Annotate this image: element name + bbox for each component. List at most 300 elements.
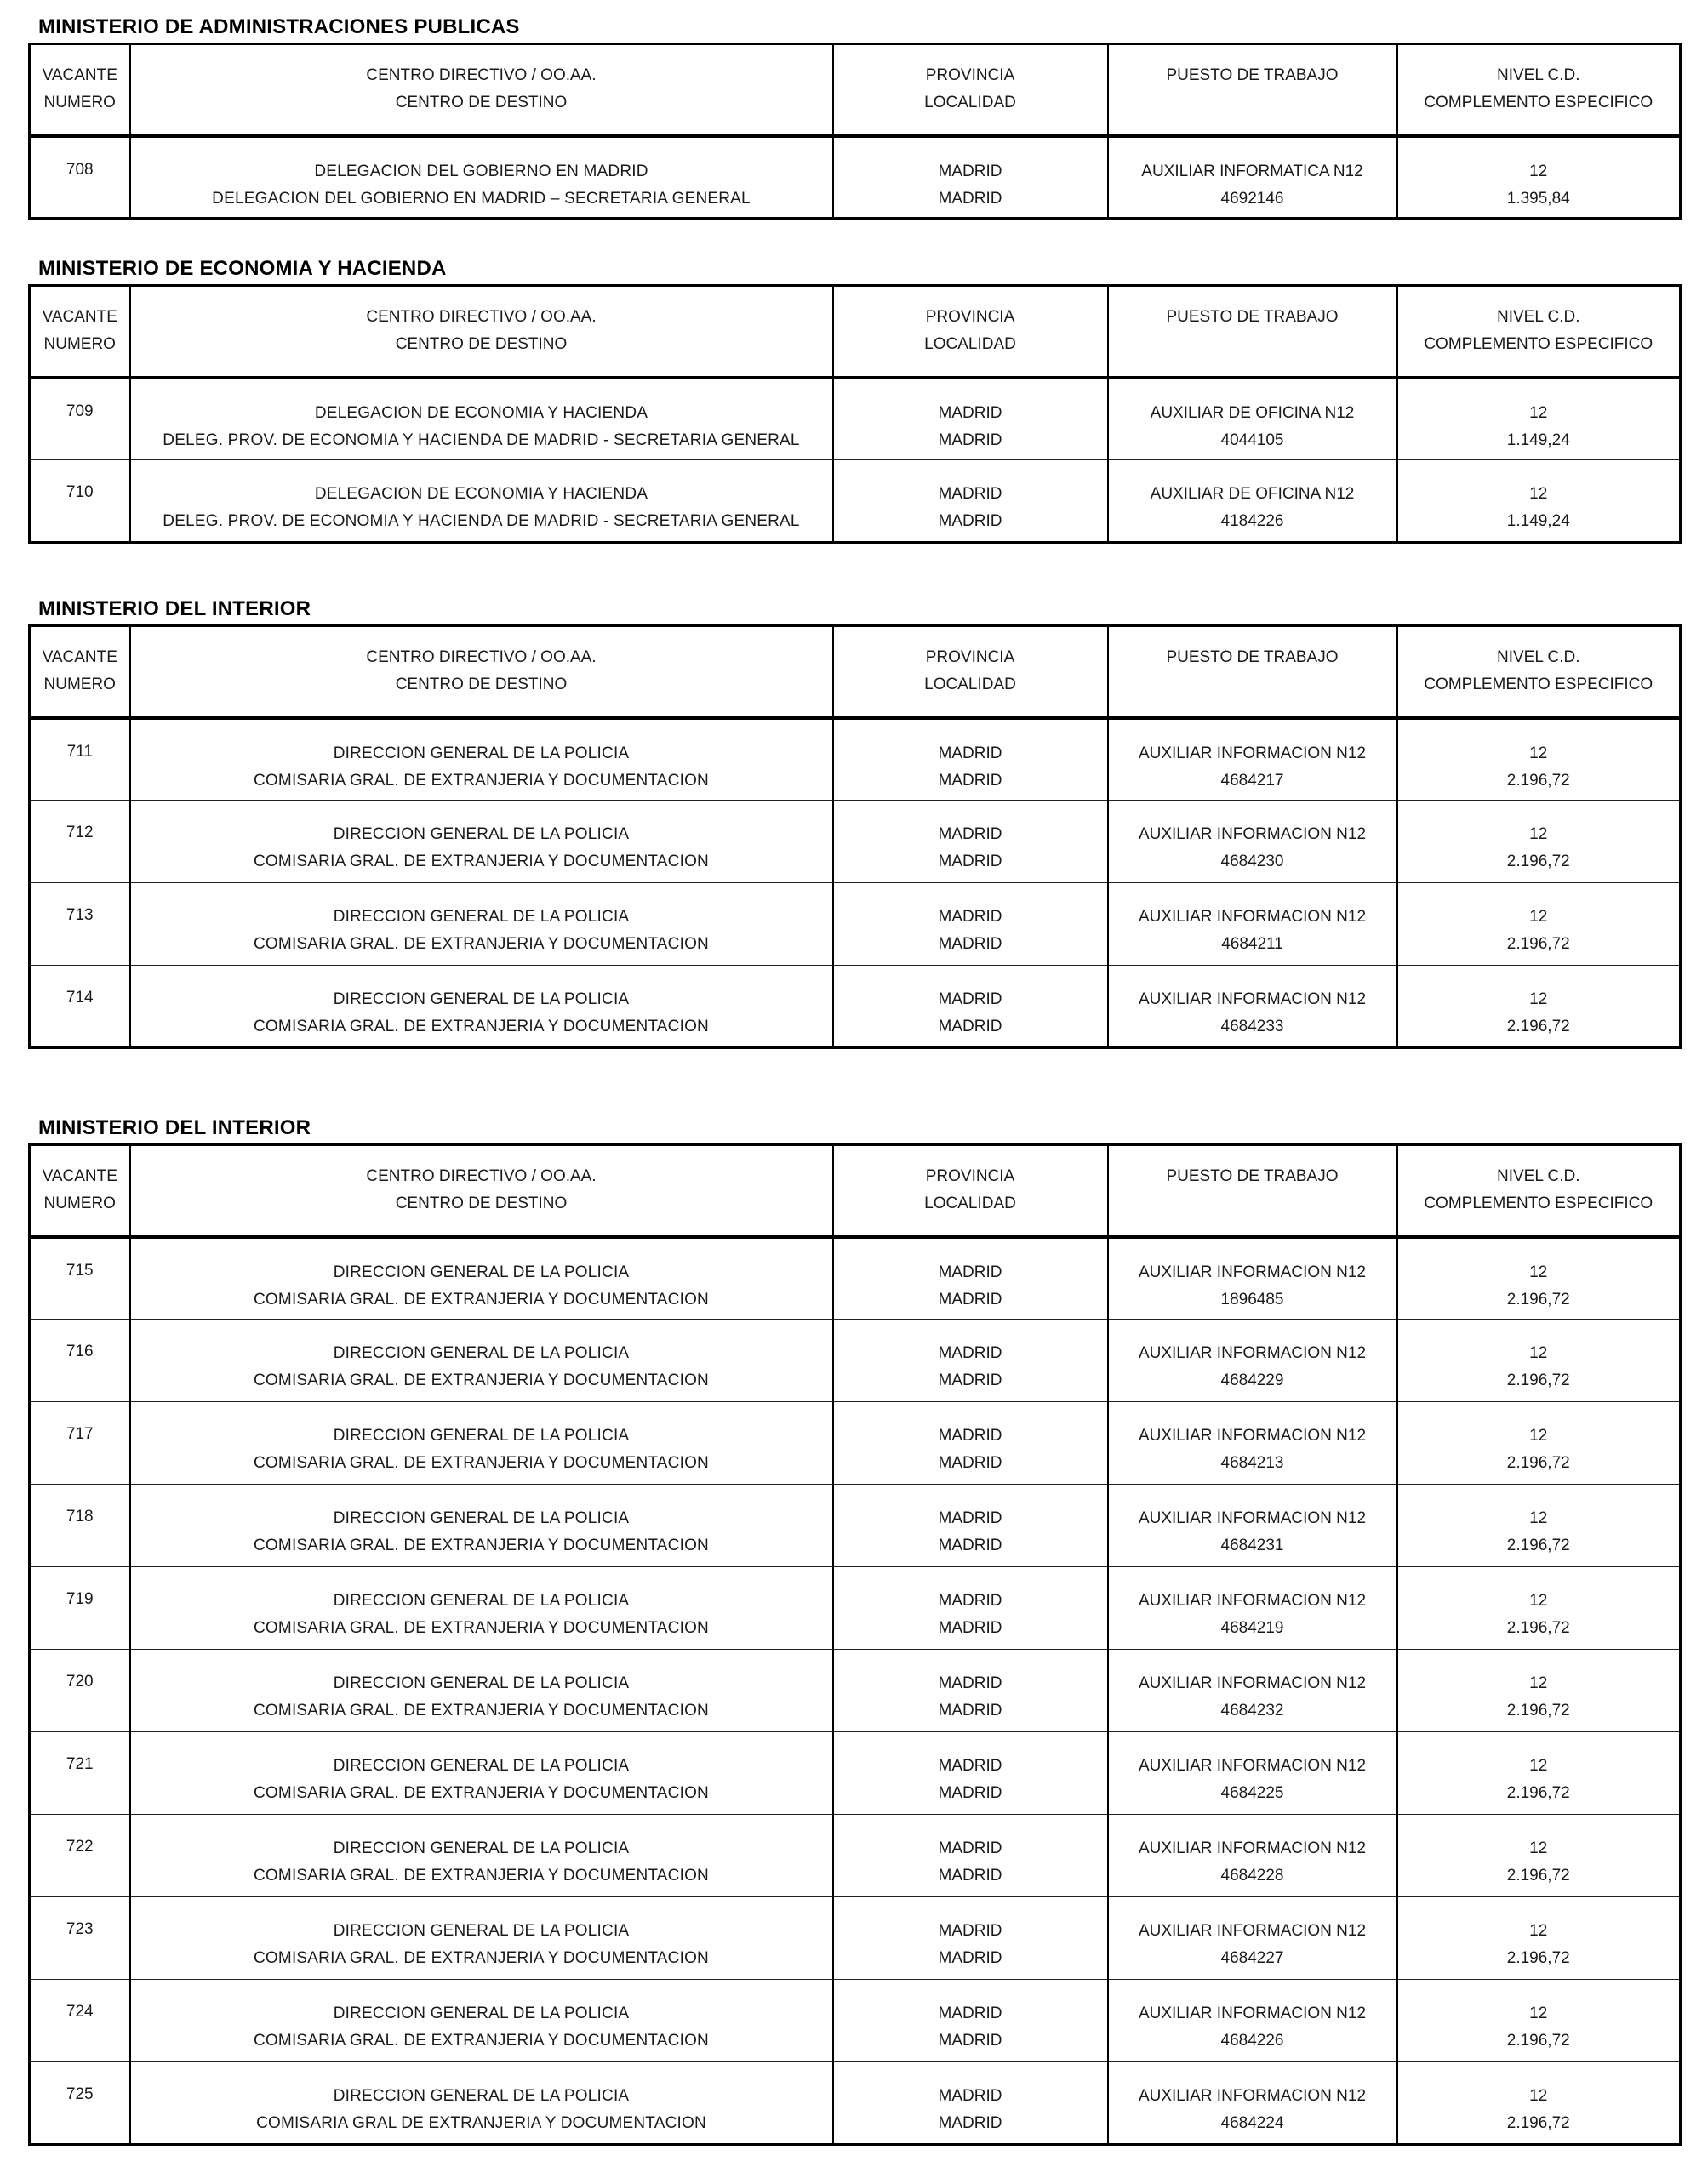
ministry-title: MINISTERIO DE ADMINISTRACIONES PUBLICAS — [38, 15, 520, 38]
puesto-codigo: 4692146 — [1220, 189, 1284, 208]
table-header-row — [30, 1145, 1681, 1237]
puesto-cell — [1108, 883, 1397, 966]
header-centro-directivo — [130, 1145, 833, 1237]
provincia-cell — [833, 966, 1108, 1048]
header-label: COMPLEMENTO ESPECIFICO — [1424, 335, 1653, 353]
table-row — [30, 1567, 1681, 1650]
centro-destino: COMISARIA GRAL. DE EXTRANJERIA Y DOCUMENTACION — [254, 1949, 709, 1967]
header-label: CENTRO DE DESTINO — [395, 676, 568, 693]
centro-cell — [130, 136, 833, 219]
centro-directivo: DIRECCION GENERAL DE LA POLICIA — [333, 1509, 630, 1527]
header-label: PUESTO DE TRABAJO — [1166, 648, 1339, 666]
table-row — [30, 1815, 1681, 1897]
header-label: VACANTE — [42, 66, 117, 84]
provincia-cell — [833, 378, 1108, 460]
header-label: CENTRO DIRECTIVO / OO.AA. — [366, 66, 597, 84]
table-row — [30, 1897, 1681, 1980]
centro-directivo: DIRECCION GENERAL DE LA POLICIA — [333, 1344, 630, 1362]
vacante-numero-cell — [30, 966, 130, 1048]
centro-destino: COMISARIA GRAL. DE EXTRANJERIA Y DOCUMENTACION — [254, 771, 709, 790]
complemento-especifico: 2.196,72 — [1506, 1537, 1570, 1554]
centro-directivo: DELEGACION DEL GOBIERNO EN MADRID — [314, 162, 648, 180]
centro-directivo: DIRECCION GENERAL DE LA POLICIA — [333, 1592, 630, 1610]
header-label: PROVINCIA — [925, 308, 1015, 326]
centro-destino: DELEGACION DEL GOBIERNO EN MADRID – SECRETARIA GENERAL — [212, 189, 751, 208]
table-row — [30, 1732, 1681, 1815]
table-row — [30, 718, 1681, 801]
centro-destino: COMISARIA GRAL. DE EXTRANJERIA Y DOCUMENTACION — [254, 1619, 709, 1637]
puesto-trabajo: AUXILIAR INFORMACION N12 — [1138, 1263, 1367, 1281]
complemento-especifico: 2.196,72 — [1506, 1949, 1570, 1967]
centro-cell — [130, 378, 833, 460]
table-row — [30, 1650, 1681, 1732]
nivel-cell — [1397, 1485, 1681, 1567]
complemento-especifico: 2.196,72 — [1506, 1454, 1570, 1472]
puesto-codigo: 4684213 — [1220, 1454, 1284, 1472]
vacante-numero: 709 — [66, 402, 94, 420]
puesto-codigo: 4684225 — [1220, 1784, 1284, 1802]
puesto-codigo: 4684230 — [1220, 853, 1284, 870]
centro-directivo: DIRECCION GENERAL DE LA POLICIA — [333, 908, 630, 926]
provincia: MADRID — [938, 162, 1002, 180]
provincia: MADRID — [938, 1509, 1002, 1527]
puesto-codigo: 4684224 — [1220, 2114, 1284, 2132]
provincia-cell — [833, 1485, 1108, 1567]
centro-cell — [130, 1567, 833, 1650]
header-label: VACANTE — [42, 1167, 117, 1185]
puesto-trabajo: AUXILIAR INFORMACION N12 — [1138, 2087, 1367, 2105]
vacancies-table — [28, 624, 1682, 1049]
header-nivel-complemento — [1397, 286, 1681, 378]
vacante-numero-cell — [30, 1485, 130, 1567]
header-label: NUMERO — [43, 94, 116, 111]
provincia: MADRID — [938, 2004, 1002, 2022]
table-row — [30, 378, 1681, 460]
header-label: LOCALIDAD — [924, 335, 1016, 353]
header-label: PUESTO DE TRABAJO — [1166, 308, 1339, 326]
provincia-cell — [833, 460, 1108, 543]
ministry-title: MINISTERIO DEL INTERIOR — [38, 597, 311, 620]
centro-cell — [130, 966, 833, 1048]
nivel-cd: 12 — [1529, 1427, 1548, 1445]
header-puesto-trabajo — [1108, 626, 1397, 718]
nivel-cd: 12 — [1529, 162, 1548, 180]
header-label: NIVEL C.D. — [1497, 66, 1580, 84]
complemento-especifico: 1.149,24 — [1506, 431, 1570, 449]
complemento-especifico: 2.196,72 — [1506, 1371, 1570, 1389]
table-header-row — [30, 626, 1681, 718]
nivel-cell — [1397, 718, 1681, 801]
centro-destino: DELEG. PROV. DE ECONOMIA Y HACIENDA DE MADRID - SECRETARIA GENERAL — [163, 431, 800, 449]
nivel-cd: 12 — [1529, 1674, 1548, 1692]
vacante-numero: 715 — [66, 1261, 94, 1280]
centro-cell — [130, 2062, 833, 2145]
nivel-cd: 12 — [1529, 1263, 1548, 1281]
nivel-cd: 12 — [1529, 744, 1548, 762]
vacante-numero-cell — [30, 1237, 130, 1320]
provincia-cell — [833, 1567, 1108, 1650]
provincia-cell — [833, 1732, 1108, 1815]
centro-cell — [130, 883, 833, 966]
puesto-cell — [1108, 1237, 1397, 1320]
localidad: MADRID — [938, 1371, 1002, 1389]
centro-destino: DELEG. PROV. DE ECONOMIA Y HACIENDA DE MADRID - SECRETARIA GENERAL — [163, 512, 800, 530]
nivel-cell — [1397, 966, 1681, 1048]
centro-cell — [130, 1402, 833, 1485]
header-nivel-complemento — [1397, 1145, 1681, 1237]
header-centro-directivo — [130, 286, 833, 378]
puesto-cell — [1108, 1402, 1397, 1485]
centro-destino: COMISARIA GRAL. DE EXTRANJERIA Y DOCUMENTACION — [254, 1018, 709, 1035]
complemento-especifico: 1.149,24 — [1506, 512, 1570, 530]
puesto-codigo: 4684227 — [1220, 1949, 1284, 1967]
header-label: COMPLEMENTO ESPECIFICO — [1424, 94, 1653, 111]
table-row — [30, 460, 1681, 543]
centro-destino: COMISARIA GRAL. DE EXTRANJERIA Y DOCUMENTACION — [254, 1784, 709, 1802]
centro-cell — [130, 801, 833, 883]
header-puesto-trabajo — [1108, 44, 1397, 136]
complemento-especifico: 2.196,72 — [1506, 853, 1570, 870]
nivel-cd: 12 — [1529, 1592, 1548, 1610]
vacancies-table — [28, 1143, 1682, 2146]
puesto-cell — [1108, 460, 1397, 543]
header-vacante-numero — [30, 1145, 130, 1237]
centro-directivo: DIRECCION GENERAL DE LA POLICIA — [333, 825, 630, 843]
complemento-especifico: 2.196,72 — [1506, 935, 1570, 953]
table-header-row — [30, 286, 1681, 378]
nivel-cd: 12 — [1529, 1509, 1548, 1527]
provincia-cell — [833, 1237, 1108, 1320]
nivel-cell — [1397, 460, 1681, 543]
vacante-numero: 713 — [66, 906, 94, 924]
localidad: MADRID — [938, 189, 1002, 208]
header-centro-directivo — [130, 44, 833, 136]
provincia: MADRID — [938, 1344, 1002, 1362]
provincia-cell — [833, 718, 1108, 801]
header-label: CENTRO DE DESTINO — [395, 335, 568, 353]
puesto-trabajo: AUXILIAR INFORMACION N12 — [1138, 2004, 1367, 2022]
nivel-cell — [1397, 1650, 1681, 1732]
complemento-especifico: 2.196,72 — [1506, 2114, 1570, 2132]
nivel-cd: 12 — [1529, 2004, 1548, 2022]
centro-cell — [130, 460, 833, 543]
header-label: NUMERO — [43, 335, 116, 353]
nivel-cd: 12 — [1529, 825, 1548, 843]
table-row — [30, 1485, 1681, 1567]
puesto-trabajo: AUXILIAR DE OFICINA N12 — [1150, 403, 1355, 422]
nivel-cd: 12 — [1529, 485, 1548, 503]
table-row — [30, 966, 1681, 1048]
table-row — [30, 801, 1681, 883]
complemento-especifico: 2.196,72 — [1506, 1290, 1570, 1309]
header-label: VACANTE — [42, 308, 117, 326]
puesto-trabajo: AUXILIAR INFORMACION N12 — [1138, 825, 1367, 843]
vacante-numero-cell — [30, 883, 130, 966]
header-label: COMPLEMENTO ESPECIFICO — [1424, 676, 1653, 693]
header-centro-directivo — [130, 626, 833, 718]
nivel-cell — [1397, 1980, 1681, 2062]
nivel-cell — [1397, 1567, 1681, 1650]
centro-cell — [130, 1980, 833, 2062]
provincia-cell — [833, 1320, 1108, 1402]
puesto-cell — [1108, 801, 1397, 883]
localidad: MADRID — [938, 1702, 1002, 1719]
nivel-cd: 12 — [1529, 403, 1548, 422]
header-label: PUESTO DE TRABAJO — [1166, 1167, 1339, 1185]
localidad: MADRID — [938, 1454, 1002, 1472]
puesto-trabajo: AUXILIAR INFORMACION N12 — [1138, 1674, 1367, 1692]
centro-directivo: DIRECCION GENERAL DE LA POLICIA — [333, 1427, 630, 1445]
vacante-numero-cell — [30, 1402, 130, 1485]
vacante-numero: 714 — [66, 989, 94, 1006]
centro-directivo: DIRECCION GENERAL DE LA POLICIA — [333, 990, 630, 1008]
puesto-cell — [1108, 1897, 1397, 1980]
centro-destino: COMISARIA GRAL. DE EXTRANJERIA Y DOCUMENTACION — [254, 1371, 709, 1389]
puesto-trabajo: AUXILIAR INFORMACION N12 — [1138, 1839, 1367, 1857]
puesto-cell — [1108, 1650, 1397, 1732]
puesto-codigo: 4684232 — [1220, 1702, 1284, 1719]
provincia-cell — [833, 1402, 1108, 1485]
complemento-especifico: 2.196,72 — [1506, 2032, 1570, 2050]
header-label: CENTRO DE DESTINO — [395, 1195, 568, 1212]
puesto-trabajo: AUXILIAR INFORMACION N12 — [1138, 1509, 1367, 1527]
nivel-cell — [1397, 378, 1681, 460]
puesto-codigo: 4684219 — [1220, 1619, 1284, 1637]
centro-destino: COMISARIA GRAL. DE EXTRANJERIA Y DOCUMENTACION — [254, 1290, 709, 1309]
localidad: MADRID — [938, 1018, 1002, 1035]
provincia: MADRID — [938, 2087, 1002, 2105]
ministry-title: MINISTERIO DEL INTERIOR — [38, 1116, 311, 1139]
provincia-cell — [833, 1650, 1108, 1732]
vacante-numero: 712 — [66, 824, 94, 841]
header-label: NIVEL C.D. — [1497, 1167, 1580, 1185]
complemento-especifico: 2.196,72 — [1506, 1867, 1570, 1885]
nivel-cd: 12 — [1529, 908, 1548, 926]
puesto-cell — [1108, 136, 1397, 219]
puesto-codigo: 4684226 — [1220, 2032, 1284, 2050]
header-label: LOCALIDAD — [924, 94, 1016, 111]
localidad: MADRID — [938, 431, 1002, 449]
puesto-codigo: 4684231 — [1220, 1537, 1284, 1554]
nivel-cell — [1397, 1732, 1681, 1815]
centro-cell — [130, 1897, 833, 1980]
complemento-especifico: 2.196,72 — [1506, 1619, 1570, 1637]
header-vacante-numero — [30, 626, 130, 718]
puesto-trabajo: AUXILIAR INFORMATICA N12 — [1141, 162, 1363, 180]
nivel-cell — [1397, 2062, 1681, 2145]
puesto-codigo: 4684217 — [1220, 771, 1284, 790]
header-label: PROVINCIA — [925, 648, 1015, 666]
puesto-trabajo: AUXILIAR INFORMACION N12 — [1138, 1427, 1367, 1445]
header-label: NIVEL C.D. — [1497, 648, 1580, 666]
header-vacante-numero — [30, 44, 130, 136]
nivel-cell — [1397, 1897, 1681, 1980]
table-header-row — [30, 44, 1681, 136]
provincia: MADRID — [938, 825, 1002, 843]
puesto-trabajo: AUXILIAR INFORMACION N12 — [1138, 1922, 1367, 1940]
localidad: MADRID — [938, 1867, 1002, 1885]
header-vacante-numero — [30, 286, 130, 378]
vacante-numero-cell — [30, 378, 130, 460]
header-label: CENTRO DIRECTIVO / OO.AA. — [366, 1167, 597, 1185]
header-label: NUMERO — [43, 676, 116, 693]
complemento-especifico: 1.395,84 — [1506, 189, 1570, 208]
header-label: VACANTE — [42, 648, 117, 666]
table-row — [30, 2062, 1681, 2145]
header-label: PUESTO DE TRABAJO — [1166, 66, 1339, 84]
header-label: PROVINCIA — [925, 66, 1015, 84]
puesto-cell — [1108, 1980, 1397, 2062]
centro-directivo: DIRECCION GENERAL DE LA POLICIA — [333, 744, 630, 762]
puesto-codigo: 4684233 — [1220, 1018, 1284, 1035]
centro-cell — [130, 1650, 833, 1732]
vacante-numero-cell — [30, 1320, 130, 1402]
vacante-numero-cell — [30, 136, 130, 219]
provincia: MADRID — [938, 990, 1002, 1008]
centro-directivo: DIRECCION GENERAL DE LA POLICIA — [333, 1263, 630, 1281]
provincia-cell — [833, 136, 1108, 219]
centro-destino: COMISARIA GRAL. DE EXTRANJERIA Y DOCUMENTACION — [254, 1702, 709, 1719]
provincia-cell — [833, 1815, 1108, 1897]
vacante-numero: 708 — [66, 160, 94, 179]
header-provincia-localidad — [833, 1145, 1108, 1237]
localidad: MADRID — [938, 2032, 1002, 2050]
vacante-numero-cell — [30, 1815, 130, 1897]
header-label: CENTRO DIRECTIVO / OO.AA. — [366, 308, 597, 326]
puesto-codigo: 4684211 — [1221, 935, 1283, 953]
vacante-numero-cell — [30, 1567, 130, 1650]
centro-cell — [130, 1237, 833, 1320]
centro-directivo: DIRECCION GENERAL DE LA POLICIA — [333, 1757, 630, 1775]
centro-directivo: DELEGACION DE ECONOMIA Y HACIENDA — [314, 403, 648, 422]
header-provincia-localidad — [833, 286, 1108, 378]
centro-destino: COMISARIA GRAL. DE EXTRANJERIA Y DOCUMENTACION — [254, 853, 709, 870]
centro-directivo: DIRECCION GENERAL DE LA POLICIA — [333, 1674, 630, 1692]
header-label: PROVINCIA — [925, 1167, 1015, 1185]
vacante-numero-cell — [30, 1980, 130, 2062]
puesto-codigo: 4684228 — [1220, 1867, 1284, 1885]
centro-directivo: DIRECCION GENERAL DE LA POLICIA — [333, 2004, 630, 2022]
header-label: NUMERO — [43, 1195, 116, 1212]
provincia: MADRID — [938, 403, 1002, 422]
provincia-cell — [833, 883, 1108, 966]
provincia: MADRID — [938, 1922, 1002, 1940]
complemento-especifico: 2.196,72 — [1506, 1018, 1570, 1035]
complemento-especifico: 2.196,72 — [1506, 1702, 1570, 1719]
centro-destino: COMISARIA GRAL. DE EXTRANJERIA Y DOCUMENTACION — [254, 1537, 709, 1554]
ministry-title: MINISTERIO DE ECONOMIA Y HACIENDA — [38, 257, 447, 280]
table-row — [30, 1402, 1681, 1485]
centro-destino: COMISARIA GRAL. DE EXTRANJERIA Y DOCUMENTACION — [254, 1454, 709, 1472]
vacante-numero: 718 — [66, 1508, 94, 1525]
table-row — [30, 883, 1681, 966]
provincia: MADRID — [938, 485, 1002, 503]
header-puesto-trabajo — [1108, 286, 1397, 378]
puesto-cell — [1108, 2062, 1397, 2145]
provincia: MADRID — [938, 1757, 1002, 1775]
nivel-cell — [1397, 136, 1681, 219]
provincia: MADRID — [938, 744, 1002, 762]
centro-cell — [130, 1320, 833, 1402]
localidad: MADRID — [938, 771, 1002, 790]
centro-directivo: DIRECCION GENERAL DE LA POLICIA — [333, 2087, 630, 2105]
table-row — [30, 136, 1681, 219]
centro-cell — [130, 1815, 833, 1897]
nivel-cell — [1397, 1237, 1681, 1320]
header-provincia-localidad — [833, 44, 1108, 136]
nivel-cd: 12 — [1529, 1839, 1548, 1857]
puesto-cell — [1108, 378, 1397, 460]
nivel-cd: 12 — [1529, 990, 1548, 1008]
vacante-numero: 711 — [66, 742, 93, 761]
provincia: MADRID — [938, 1839, 1002, 1857]
table-row — [30, 1237, 1681, 1320]
table-row — [30, 1980, 1681, 2062]
header-nivel-complemento — [1397, 626, 1681, 718]
complemento-especifico: 2.196,72 — [1506, 771, 1570, 790]
centro-destino: COMISARIA GRAL. DE EXTRANJERIA Y DOCUMENTACION — [254, 935, 709, 953]
localidad: MADRID — [938, 853, 1002, 870]
vacancies-table — [28, 284, 1682, 544]
nivel-cell — [1397, 801, 1681, 883]
centro-cell — [130, 1732, 833, 1815]
nivel-cd: 12 — [1529, 1922, 1548, 1940]
complemento-especifico: 2.196,72 — [1506, 1784, 1570, 1802]
header-provincia-localidad — [833, 626, 1108, 718]
puesto-codigo: 4184226 — [1220, 512, 1284, 530]
vacante-numero: 720 — [66, 1673, 94, 1691]
puesto-cell — [1108, 1320, 1397, 1402]
provincia: MADRID — [938, 1592, 1002, 1610]
header-label: CENTRO DE DESTINO — [395, 94, 568, 111]
centro-directivo: DELEGACION DE ECONOMIA Y HACIENDA — [314, 485, 648, 503]
centro-destino: COMISARIA GRAL DE EXTRANJERIA Y DOCUMENTACION — [256, 2114, 706, 2132]
table-row — [30, 1320, 1681, 1402]
puesto-trabajo: AUXILIAR DE OFICINA N12 — [1150, 485, 1355, 503]
provincia: MADRID — [938, 908, 1002, 926]
vacante-numero: 725 — [66, 2085, 94, 2103]
centro-directivo: DIRECCION GENERAL DE LA POLICIA — [333, 1839, 630, 1857]
vacante-numero: 719 — [66, 1590, 94, 1608]
centro-destino: COMISARIA GRAL. DE EXTRANJERIA Y DOCUMENTACION — [254, 2032, 709, 2050]
vacante-numero-cell — [30, 460, 130, 543]
vacancies-table — [28, 43, 1682, 220]
nivel-cd: 12 — [1529, 1757, 1548, 1775]
puesto-trabajo: AUXILIAR INFORMACION N12 — [1138, 990, 1367, 1008]
nivel-cd: 12 — [1529, 2087, 1548, 2105]
nivel-cell — [1397, 1815, 1681, 1897]
header-label: LOCALIDAD — [924, 1195, 1016, 1212]
localidad: MADRID — [938, 1290, 1002, 1309]
header-nivel-complemento — [1397, 44, 1681, 136]
vacante-numero: 723 — [66, 1920, 94, 1938]
header-label: CENTRO DIRECTIVO / OO.AA. — [366, 648, 597, 666]
vacante-numero: 716 — [66, 1343, 94, 1360]
puesto-trabajo: AUXILIAR INFORMACION N12 — [1138, 1592, 1367, 1610]
header-label: NIVEL C.D. — [1497, 308, 1580, 326]
vacante-numero: 710 — [66, 483, 94, 501]
localidad: MADRID — [938, 512, 1002, 530]
provincia: MADRID — [938, 1427, 1002, 1445]
vacante-numero: 721 — [66, 1755, 94, 1773]
provincia: MADRID — [938, 1263, 1002, 1281]
vacante-numero-cell — [30, 718, 130, 801]
centro-directivo: DIRECCION GENERAL DE LA POLICIA — [333, 1922, 630, 1940]
vacante-numero: 717 — [66, 1425, 94, 1443]
puesto-cell — [1108, 1485, 1397, 1567]
nivel-cell — [1397, 1320, 1681, 1402]
provincia-cell — [833, 2062, 1108, 2145]
